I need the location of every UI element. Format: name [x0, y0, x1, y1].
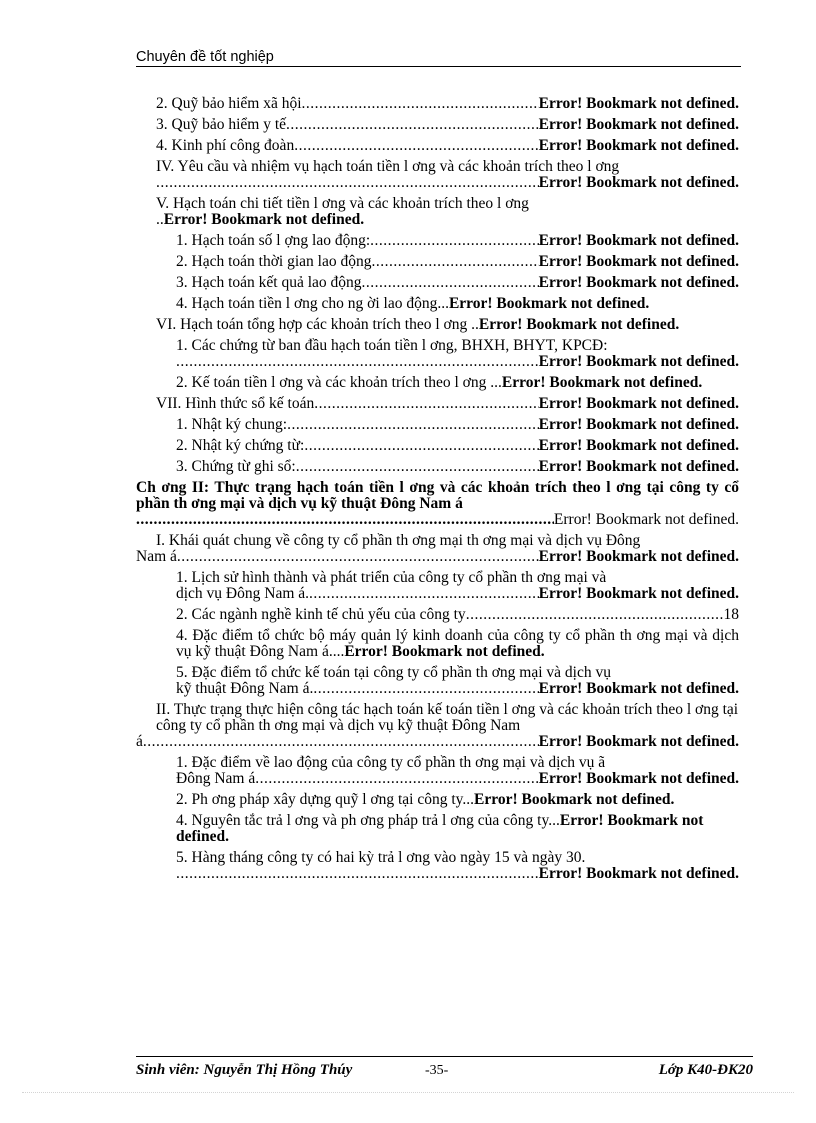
toc-entry[interactable]: 3. Quỹ bảo hiểm y tế ..... Error! Bookmark not defined.: [136, 117, 739, 133]
toc-entry[interactable]: I. Khái quát chung về công ty cổ phần th ơng mại th ơng mại và dịch vụ Đông Nam á ..... Error! Bookmark not defined.: [136, 533, 739, 565]
toc-entry[interactable]: V. Hạch toán chi tiết tiền l ơng và các khoản trích theo l ơng ..Error! Bookmark not defined.: [156, 195, 529, 228]
toc-entry[interactable]: 2. Kế toán tiền l ơng và các khoản trích theo l ơng ...Error! Bookmark not defined.: [176, 374, 703, 391]
toc-entry[interactable]: 4. Hạch toán tiền l ơng cho ng ời lao động...Error! Bookmark not defined.: [176, 295, 650, 312]
toc-entry[interactable]: 1. Nhật ký chung: ..... Error! Bookmark not defined.: [136, 417, 739, 433]
toc-entry[interactable]: 4. Kinh phí công đoàn ..... Error! Bookmark not defined.: [136, 138, 739, 154]
toc-entry[interactable]: VII. Hình thức sổ kế toán ..... Error! Bookmark not defined.: [136, 396, 739, 412]
table-of-contents: [136, 96, 739, 887]
header-title: Chuyên đề tốt nghiệp: [136, 49, 274, 65]
toc-entry[interactable]: 1. Hạch toán số l ợng lao động: ..... Error! Bookmark not defined.: [136, 233, 739, 249]
toc-entry[interactable]: 2. Nhật ký chứng từ: ..... Error! Bookmark not defined.: [136, 438, 739, 454]
toc-entry[interactable]: 1. Đặc điểm về lao động của công ty cổ phần th ơng mại và dịch vụ ã Đông Nam á ..... Error! Bookmark not defined.: [136, 755, 739, 787]
toc-entry[interactable]: 2. Hạch toán thời gian lao động ..... Error! Bookmark not defined.: [136, 254, 739, 270]
toc-entry[interactable]: 4. Đặc điểm tổ chức bộ máy quản lý kinh doanh của công ty cổ phần th ơng mại và dịch vụ kỹ thuật Đông Nam á....Error! Bookmark not defined.: [176, 627, 739, 660]
toc-entry[interactable]: II. Thực trạng thực hiện công tác hạch toán kế toán tiền l ơng và các khoản trích theo l ơng tại công ty cổ phần th ơng mại và dịch vụ kỹ thuật Đông Nam á ..... Error! Bookmark not defined.: [136, 702, 739, 750]
footer-page-number: -35-: [425, 1063, 449, 1078]
toc-entry[interactable]: 2. Các ngành nghề kinh tế chủ yếu của công ty ..... 18: [136, 607, 739, 623]
toc-chapter[interactable]: Ch ơng II: Thực trạng hạch toán tiền l ơng và các khoản trích theo l ơng tại công ty cổ phần th ơng mại và dịch vụ kỹ thuật Đông Nam á ..... Error! Bookmark not defined.: [136, 480, 739, 528]
footer-class: Lớp K40-ĐK20: [658, 1062, 753, 1078]
toc-entry[interactable]: 4. Nguyên tắc trả l ơng và ph ơng pháp trả l ơng của công ty...Error! Bookmark not defined.: [176, 812, 704, 845]
toc-entry[interactable]: IV. Yêu cầu và nhiệm vụ hạch toán tiền l ơng và các khoản trích theo l ơng ..... Error! Bookmark not defined.: [136, 159, 739, 191]
toc-entry[interactable]: 2. Ph ơng pháp xây dựng quỹ l ơng tại công ty...Error! Bookmark not defined.: [176, 791, 675, 808]
toc-entry[interactable]: 5. Hàng tháng công ty có hai kỳ trả l ơng vào ngày 15 và ngày 30. ..... Error! Bookmark not defined.: [136, 850, 739, 882]
toc-entry[interactable]: 1. Các chứng từ ban đầu hạch toán tiền l ơng, BHXH, BHYT, KPCĐ: ..... Error! Bookmark not defined.: [136, 338, 739, 370]
toc-entry[interactable]: 3. Hạch toán kết quả lao động ..... Error! Bookmark not defined.: [136, 275, 739, 291]
toc-entry[interactable]: 2. Quỹ bảo hiểm xã hội ..... Error! Bookmark not defined.: [136, 96, 739, 112]
footer-student: Sinh viên: Nguyễn Thị Hồng Thúy: [136, 1062, 353, 1078]
page-bottom-divider: [22, 1092, 794, 1093]
page-footer: [136, 1056, 753, 1079]
toc-entry[interactable]: VI. Hạch toán tổng hợp các khoản trích theo l ơng ..Error! Bookmark not defined.: [156, 316, 680, 333]
toc-entry[interactable]: 1. Lịch sử hình thành và phát triển của công ty cổ phần th ơng mại và dịch vụ Đông Nam á. ..... Error! Bookmark not defined.: [136, 570, 739, 602]
toc-entry[interactable]: 5. Đặc điểm tổ chức kế toán tại công ty cổ phần th ơng mại và dịch vụ kỹ thuật Đông Nam á. ..... Error! Bookmark not defined.: [136, 665, 739, 697]
page-header: [136, 49, 741, 67]
toc-entry[interactable]: 3. Chứng từ ghi sổ: ..... Error! Bookmark not defined.: [136, 459, 739, 475]
